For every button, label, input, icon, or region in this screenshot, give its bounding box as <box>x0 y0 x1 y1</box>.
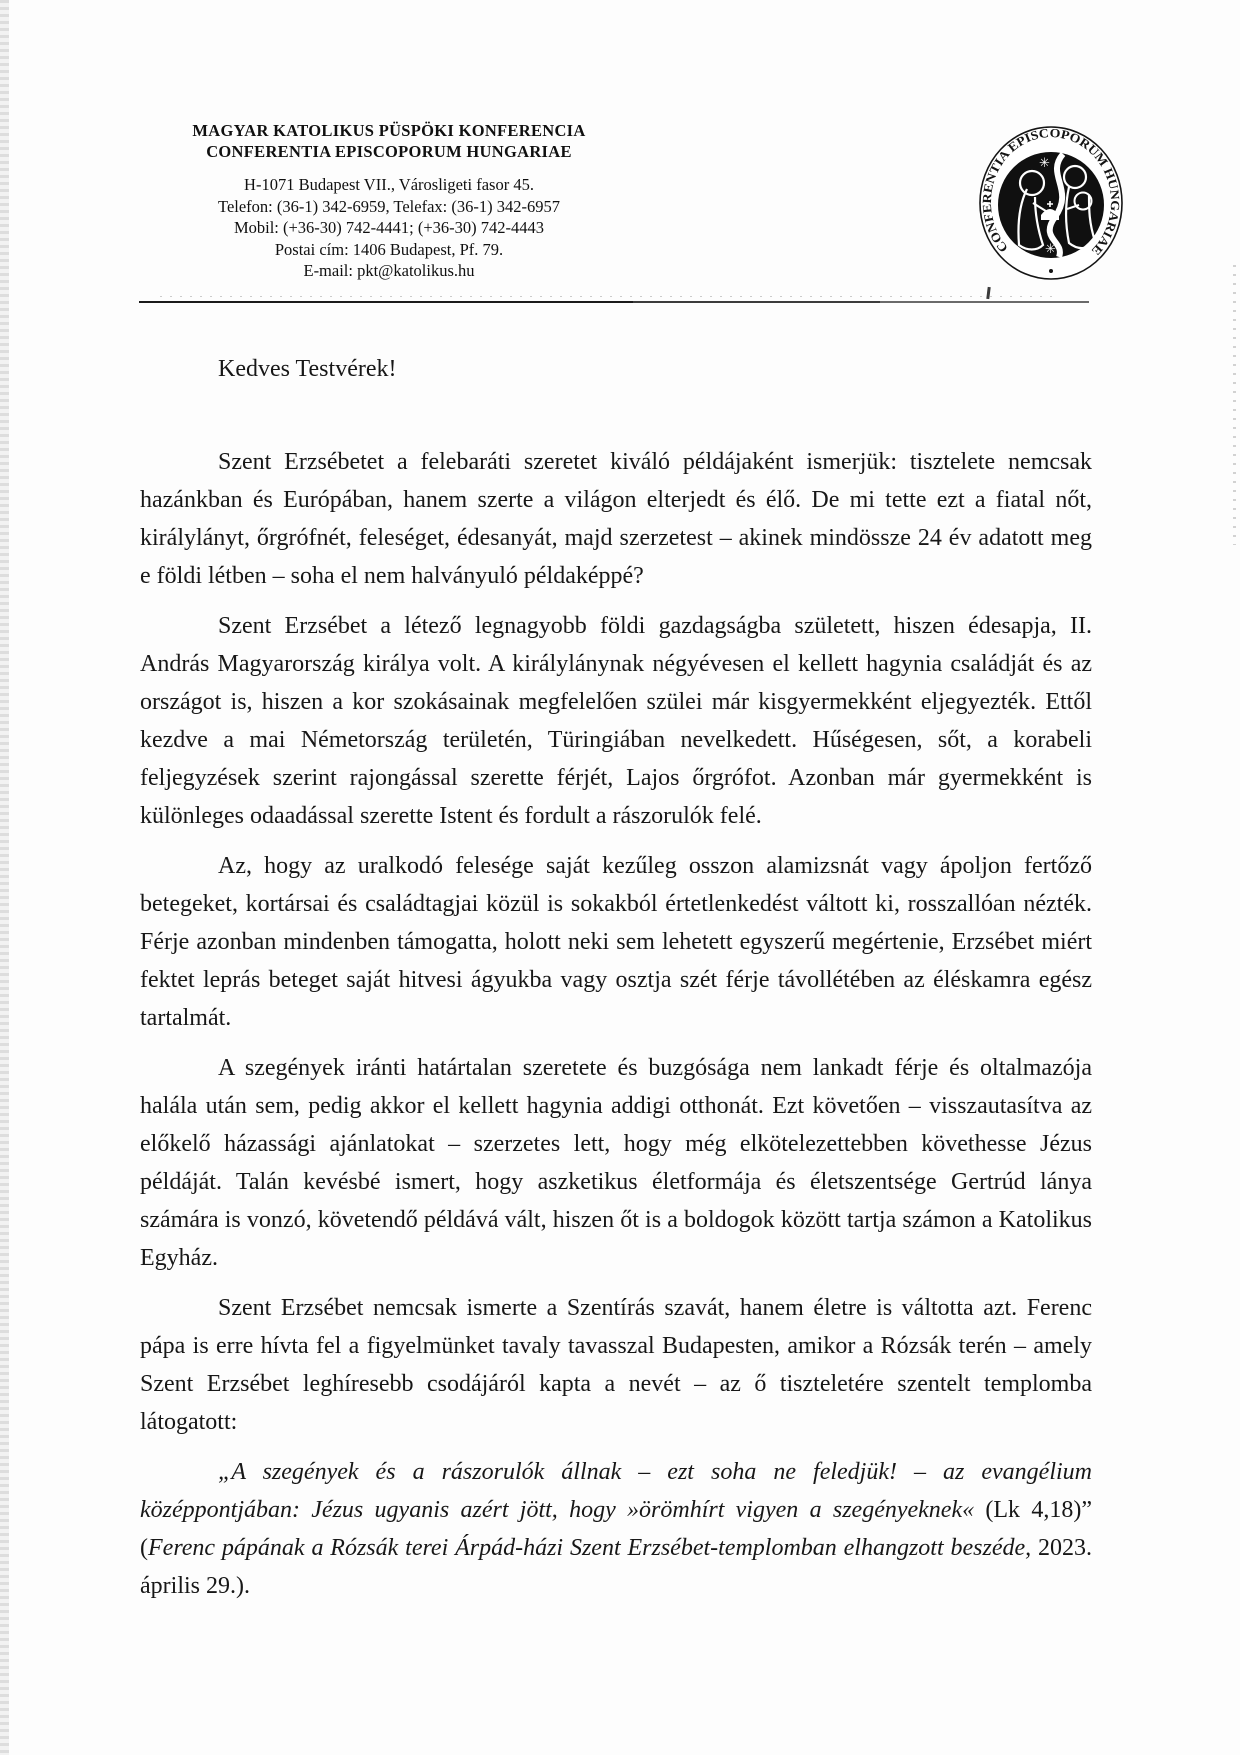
seal-ring-text: CONFERENTIA EPISCOPORUM HUNGARIAE <box>979 125 1123 258</box>
paragraph-3: Az, hogy az uralkodó felesége saját kezűleg osszon alamizsnát vagy ápoljon fertőző betegeket, kortársai és családtagjai közül is sokakból értetlenkedést váltott ki, rosszallóan nézték. Férje azonban mindenben támogatta, holott neki sem lehetett egyszerű megértenie, Erzsébet miért fektet leprás beteget saját hitvesi ágyukba vagy osztja szét férje távollétében az éléskamra egész tartalmát. <box>140 853 1092 1031</box>
pope-francis-quote <box>140 1453 1092 1605</box>
phone-line: Telefon: (36-1) 342-6959, Telefax: (36-1) 342-6957 <box>218 196 560 216</box>
quote-citation-lk: (Lk 4,18)” ( <box>140 1497 1092 1561</box>
organization-name-hu: MAGYAR KATOLIKUS PÜSPÖKI KONFERENCIA <box>192 121 586 140</box>
paragraph-2: Szent Erzsébet a létező legnagyobb földi gazdagságba született, hiszen édesapja, II. András Magyarország királya volt. A királylánynak négyévesen el kellett hagynia családját és az országot is, hiszen a kor szokásainak megfelelően szülei már kisgyermekként eljegyezték. Ettől kezdve a mai Németország területén, Türingiában nevelkedett. Hűségesen, sőt, a korabeli feljegyzések szerint rajongással szerette férjét, Lajos őrgrófot. Azonban már gyermekként is különleges odaadással szerette Istent és fordult a rászorulók felé. <box>140 613 1092 829</box>
letterhead-divider-line <box>139 301 1089 303</box>
paragraph-5: Szent Erzsébet nemcsak ismerte a Szentírás szavát, hanem életre is váltotta azt. Ferenc pápa is erre hívta fel a figyelmünket tavaly tavasszal Budapesten, amikor a Rózsák terén – amely Szent Erzsébet leghíresebb csodájáról kapta a nevét – az ő tiszteletére szentelt templomba látogatott: <box>140 1295 1092 1435</box>
bishops-conference-seal-logo <box>977 123 1125 283</box>
quote-date: 2023. április 29.). <box>140 1535 1092 1599</box>
quote-source-italic: Ferenc pápának a Rózsák terei Árpád-házi Szent Erzsébet-templomban elhangzott beszéde, <box>148 1535 1038 1561</box>
scan-artifact <box>986 287 990 299</box>
seal-star-bottom-icon: ✳ <box>1045 241 1056 256</box>
paragraph-1: Szent Erzsébetet a felebaráti szeretet kiváló példájaként ismerjük: tisztelete nemcsak hazánkban és Európában, hanem szerte a világon elterjedt és élő. De mi tette ezt a fiatal nőt, királylányt, őrgrófnét, feleséget, édesanyát, majd szerzetest – akinek mindössze 24 év adatott meg e földi létben – soha el nem halványuló példaképpé? <box>140 449 1092 589</box>
mobile-line: Mobil: (+36-30) 742-4441; (+36-30) 742-4443 <box>233 218 545 237</box>
scan-noise-line <box>160 296 1060 297</box>
quote-italic-part1: „A szegények és a rászorulók állnak – ezt soha ne feledjük! – az evangélium középpontjában: Jézus ugyanis azért jött, hogy »örömhírt vigyen a szegényeknek« <box>140 1459 1092 1523</box>
letter-body <box>140 350 1092 1617</box>
address-line: H-1071 Budapest VII., Városligeti fasor 45. <box>244 175 534 194</box>
letterhead-address-block <box>150 174 628 282</box>
salutation: Kedves Testvérek! <box>218 356 397 382</box>
postal-line: Postai cím: 1406 Budapest, Pf. 79. <box>274 239 504 259</box>
seal-star-top-icon: ✳ <box>1039 155 1050 170</box>
organization-name-la: CONFERENTIA EPISCOPORUM HUNGARIAE <box>206 142 572 161</box>
letterhead <box>150 120 628 282</box>
email-line: E-mail: pkt@katolikus.hu <box>303 261 475 280</box>
seal-icon <box>977 123 1125 283</box>
paragraph-4: A szegények iránti határtalan szeretete és buzgósága nem lankadt férje és oltalmazója halála után sem, pedig akkor el kellett hagynia addigi otthonát. Ezt követően – visszautasítva az előkelő házassági ajánlatokat – szerzetes lett, hogy még elkötelezettebben követhesse Jézus példáját. Talán kevésbé ismert, hogy aszketikus életformája és életszentsége Gertrúd lánya számára is vonzó, követendő példává vált, hiszen őt is a boldogok között tartja számon a Katolikus Egyház. <box>140 1055 1092 1271</box>
scanner-edge-shadow <box>0 0 9 1755</box>
scanner-edge-specks <box>1233 265 1236 545</box>
